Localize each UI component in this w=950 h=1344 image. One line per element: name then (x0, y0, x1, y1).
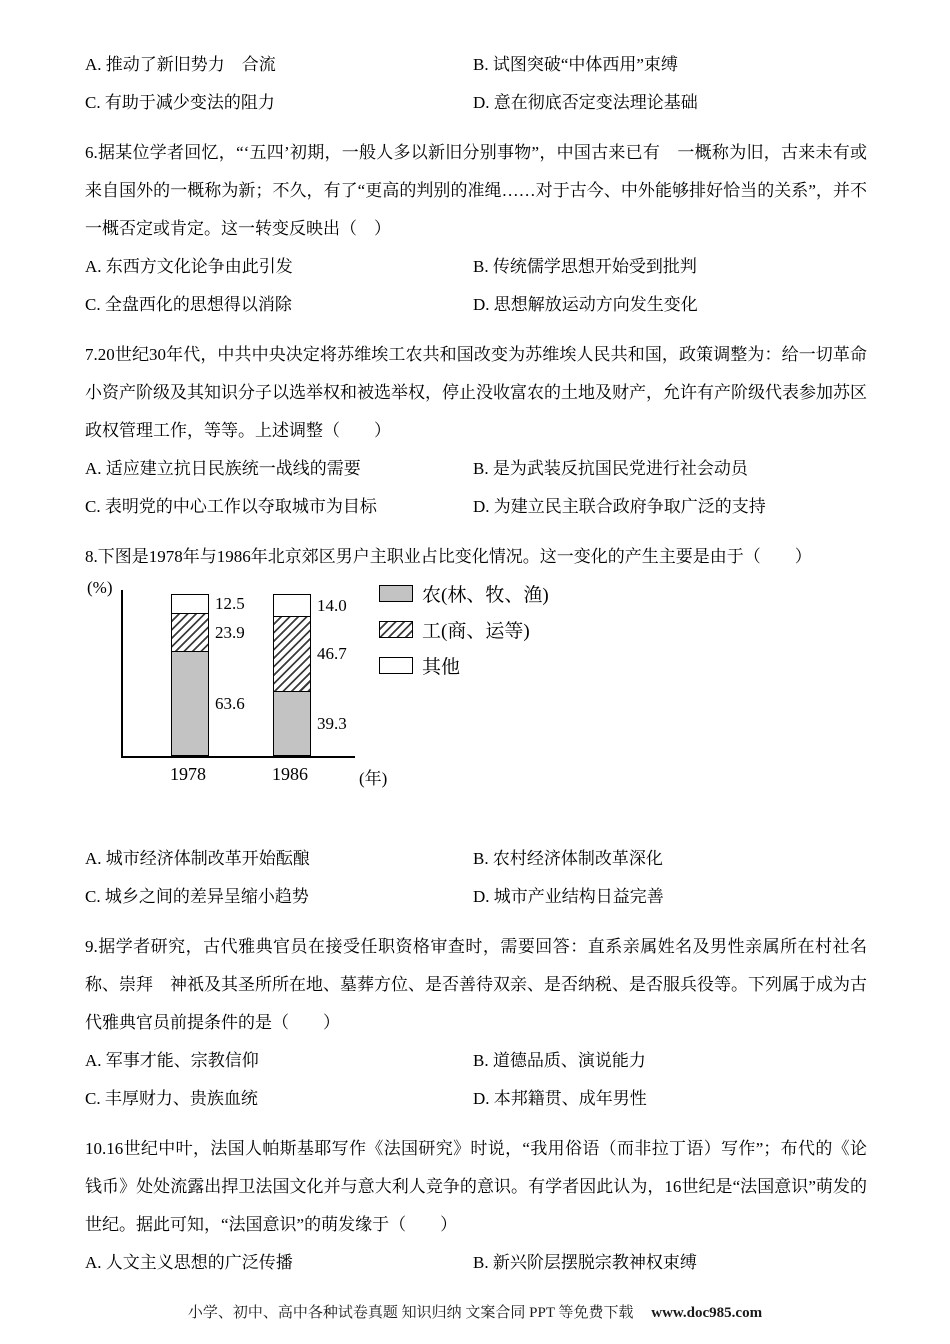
bar-segment (273, 616, 347, 693)
option-row (85, 840, 867, 878)
segment-value-label: 46.7 (317, 644, 347, 664)
q8-option-d: D. 城市产业结构日益完善 (473, 887, 664, 906)
q5-option-a: A. 推动了新旧势力 合流 (85, 55, 276, 74)
q7-option-c: C. 表明党的中心工作以夺取城市为目标 (85, 497, 377, 516)
option-row (85, 1080, 867, 1118)
bar-segment (171, 594, 245, 615)
option-row (85, 84, 867, 122)
q7-option-d: D. 为建立民主联合政府争取广泛的支持 (473, 497, 766, 516)
bar-segment (273, 691, 347, 756)
legend-label-agriculture: 农(林、牧、渔) (422, 585, 549, 606)
legend-swatch-hatched-icon (379, 621, 413, 638)
question-9 (85, 928, 867, 1118)
q9-option-a: A. 军事才能、宗教信仰 (85, 1051, 259, 1070)
q10-option-a: A. 人文主义思想的广泛传播 (85, 1253, 293, 1272)
q6-option-d: D. 思想解放运动方向发生变化 (473, 295, 698, 314)
bar-segment (273, 594, 347, 617)
x-axis-unit-label: (年) (359, 769, 388, 788)
q6-option-a: A. 东西方文化论争由此引发 (85, 257, 293, 276)
question-6 (85, 134, 867, 324)
q7-option-a: A. 适应建立抗日民族统一战线的需要 (85, 459, 361, 478)
legend-item-other (379, 652, 549, 679)
q5-option-d: D. 意在彻底否定变法理论基础 (473, 93, 698, 112)
segment-value-label: 14.0 (317, 595, 347, 615)
stacked-bar-1978 (171, 594, 245, 756)
legend-swatch-solid-icon (379, 585, 413, 602)
option-row (85, 1244, 867, 1282)
q8-option-c: C. 城乡之间的差异呈缩小趋势 (85, 887, 309, 906)
segment-value-label: 23.9 (215, 622, 245, 642)
question-10 (85, 1130, 867, 1282)
stacked-bar-1986 (273, 594, 347, 756)
option-row (85, 1042, 867, 1080)
legend-item-industry (379, 616, 549, 643)
question-10-stem: 10.16世纪中叶，法国人帕斯基耶写作《法国研究》时说，“我用俗语（而非拉丁语）写作”；布代的《论钱币》处处流露出捍卫法国文化并与意大利人竞争的意识。有学者因此认为，16世纪是“法国意识”萌发的世纪。据此可知，“法国意识”的萌发缘于（ ） (85, 1139, 867, 1234)
occupation-bar-chart (87, 580, 867, 818)
question-7-stem: 7.20世纪30年代，中共中央决定将苏维埃工农共和国改变为苏维埃人民共和国，政策调整为：给一切革命 小资产阶级及其知识分子以选举权和被选举权，停止没收富农的土地及财产，允许有产阶级代表参加苏区政权管理工作，等等。上述调整（ ） (85, 345, 884, 440)
x-tick-1986: 1986 (272, 764, 308, 784)
footer-url-link[interactable]: www.doc985.com (651, 1305, 763, 1321)
question-7 (85, 336, 884, 526)
segment-value-label: 12.5 (215, 594, 245, 614)
legend-swatch-white-icon (379, 657, 413, 674)
q9-option-d: D. 本邦籍贯、成年男性 (473, 1089, 647, 1108)
q5-option-b: B. 试图突破“中体西用”束缚 (473, 55, 678, 74)
segment-value-label: 39.3 (317, 713, 347, 733)
question-5-options (85, 46, 867, 122)
page-footer (0, 1301, 950, 1322)
option-row (85, 46, 867, 84)
legend-label-other: 其他 (422, 657, 461, 678)
option-row (85, 450, 867, 488)
q6-option-c: C. 全盘西化的思想得以消除 (85, 295, 292, 314)
question-9-stem: 9.据学者研究，古代雅典官员在接受任职资格审查时，需要回答：直系亲属姓名及男性亲属所在村社名称、崇拜 神祇及其圣所所在地、墓葬方位、是否善待双亲、是否纳税、是否服兵役等。下列属于成为古代雅典官员前提条件的是（ ） (85, 937, 867, 1032)
q10-option-b: B. 新兴阶层摆脱宗教神权束缚 (473, 1253, 697, 1272)
chart-legend (379, 580, 549, 688)
option-row (85, 248, 867, 286)
legend-label-industry: 工(商、运等) (422, 621, 530, 642)
question-8-stem: 8.下图是1978年与1986年北京郊区男户主职业占比变化情况。这一变化的产生主要是由于（ ） (85, 547, 812, 566)
q9-option-b: B. 道德品质、演说能力 (473, 1051, 646, 1070)
y-axis-unit-label: (%) (87, 578, 113, 597)
x-tick-1978: 1978 (170, 764, 206, 784)
legend-item-agriculture (379, 580, 549, 607)
bar-segment (171, 613, 245, 652)
q7-option-b: B. 是为武装反抗国民党进行社会动员 (473, 459, 748, 478)
q6-option-b: B. 传统儒学思想开始受到批判 (473, 257, 697, 276)
question-8 (85, 538, 867, 916)
q8-option-a: A. 城市经济体制改革开始酝酿 (85, 849, 310, 868)
bar-segment (171, 651, 245, 756)
option-row (85, 488, 867, 526)
q9-option-c: C. 丰厚财力、贵族血统 (85, 1089, 258, 1108)
question-6-stem: 6.据某位学者回忆，“‘五四’初期，一般人多以新旧分别事物”，中国古来已有 一概称为旧，古来未有或来自国外的一概称为新；不久，有了“更高的判别的准绳……对于古今、中外能够排好恰当的关系”，并不一概否定或肯定。这一转变反映出（ ） (85, 143, 867, 238)
chart-plot-area (121, 590, 355, 758)
q8-option-b: B. 农村经济体制改革深化 (473, 849, 663, 868)
footer-text: 小学、初中、高中各种试卷真题 知识归纳 文案合同 PPT 等免费下载 (187, 1305, 634, 1321)
option-row (85, 878, 867, 916)
q5-option-c: C. 有助于减少变法的阻力 (85, 93, 275, 112)
option-row (85, 286, 867, 324)
segment-value-label: 63.6 (215, 693, 245, 713)
